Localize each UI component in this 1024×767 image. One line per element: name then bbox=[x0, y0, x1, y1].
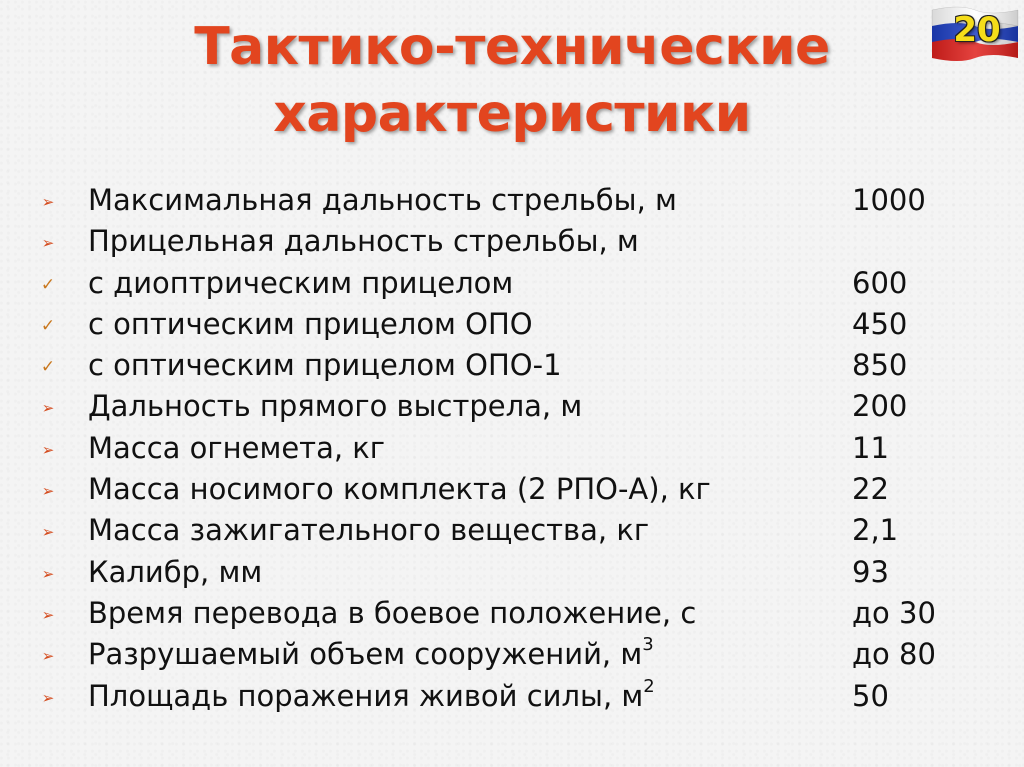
spec-label-text: с диоптрическим прицелом bbox=[88, 265, 514, 300]
spec-row bbox=[0, 304, 1024, 345]
spec-label bbox=[88, 593, 696, 634]
spec-label-text: Калибр, мм bbox=[88, 554, 263, 589]
spec-value: 450 bbox=[852, 306, 908, 341]
arrow-bullet-icon: ➢ bbox=[41, 440, 55, 459]
spec-label-text: с оптическим прицелом ОПО-1 bbox=[88, 348, 562, 383]
spec-label bbox=[88, 221, 639, 262]
spec-row bbox=[0, 469, 1024, 510]
arrow-bullet-icon: ➢ bbox=[41, 688, 55, 707]
spec-row bbox=[0, 676, 1024, 717]
spec-label bbox=[88, 428, 385, 469]
arrow-bullet-icon: ➢ bbox=[41, 234, 55, 253]
spec-value: 200 bbox=[852, 389, 908, 424]
spec-value: 22 bbox=[852, 472, 889, 507]
arrow-bullet-icon: ➢ bbox=[41, 647, 55, 666]
checkmark-bullet-icon: ✓ bbox=[40, 357, 56, 378]
checkmark-bullet-icon: ✓ bbox=[40, 274, 56, 295]
spec-label bbox=[88, 552, 262, 593]
arrow-bullet-icon: ➢ bbox=[41, 605, 55, 624]
spec-label-text: Масса носимого комплекта (2 РПО-А), кг bbox=[88, 472, 711, 507]
arrow-bullet-icon: ➢ bbox=[41, 564, 55, 583]
page-title-line-2: характеристики bbox=[273, 84, 751, 144]
spec-row bbox=[0, 510, 1024, 551]
spec-label bbox=[88, 304, 533, 345]
spec-label bbox=[88, 345, 562, 386]
spec-row bbox=[0, 552, 1024, 593]
spec-row bbox=[0, 386, 1024, 427]
spec-value: 93 bbox=[852, 554, 889, 589]
spec-label bbox=[88, 180, 677, 221]
arrow-bullet-icon: ➢ bbox=[41, 193, 55, 211]
spec-row bbox=[0, 593, 1024, 634]
spec-label-text: Разрушаемый объем сооружений, м bbox=[88, 637, 643, 672]
spec-value: 1000 bbox=[852, 183, 926, 217]
spec-label bbox=[88, 386, 582, 427]
spec-label-text: с оптическим прицелом ОПО bbox=[88, 306, 533, 341]
spec-label bbox=[88, 510, 649, 551]
spec-value: 2,1 bbox=[852, 513, 899, 548]
spec-row bbox=[0, 634, 1024, 675]
spec-value: 50 bbox=[852, 678, 889, 713]
spec-row bbox=[0, 345, 1024, 386]
spec-value: 850 bbox=[852, 348, 908, 383]
page-title bbox=[0, 14, 1024, 148]
spec-label-text: Прицельная дальность стрельбы, м bbox=[88, 224, 639, 259]
spec-label-text: Время перевода в боевое положение, с bbox=[88, 595, 697, 630]
spec-label-text: Масса огнемета, кг bbox=[88, 430, 386, 465]
spec-row bbox=[0, 221, 1024, 262]
spec-label-text: Площадь поражения живой силы, м bbox=[88, 678, 644, 713]
unit-exponent: 2 bbox=[643, 675, 655, 697]
arrow-bullet-icon: ➢ bbox=[41, 399, 55, 418]
spec-label-text: Дальность прямого выстрела, м bbox=[88, 389, 583, 424]
spec-label bbox=[88, 634, 654, 675]
spec-row bbox=[0, 180, 1024, 221]
checkmark-bullet-icon: ✓ bbox=[40, 315, 56, 336]
spec-label bbox=[88, 469, 711, 510]
spec-row bbox=[0, 263, 1024, 304]
spec-value: 11 bbox=[852, 430, 889, 465]
spec-label bbox=[88, 676, 655, 717]
unit-exponent: 3 bbox=[642, 634, 654, 656]
spec-value: 600 bbox=[852, 265, 908, 300]
slide-number-badge: 20 bbox=[953, 10, 1001, 50]
spec-label-text: Масса зажигательного вещества, кг bbox=[88, 513, 650, 548]
spec-row bbox=[0, 428, 1024, 469]
page-title-line-1: Тактико-технические bbox=[194, 17, 830, 77]
spec-value: до 30 bbox=[852, 595, 936, 630]
spec-value: до 80 bbox=[852, 637, 936, 672]
specifications-list bbox=[0, 180, 1024, 717]
arrow-bullet-icon: ➢ bbox=[41, 482, 55, 501]
spec-label bbox=[88, 263, 513, 304]
arrow-bullet-icon: ➢ bbox=[41, 523, 55, 542]
spec-label-text: Максимальная дальность стрельбы, м bbox=[88, 183, 677, 217]
